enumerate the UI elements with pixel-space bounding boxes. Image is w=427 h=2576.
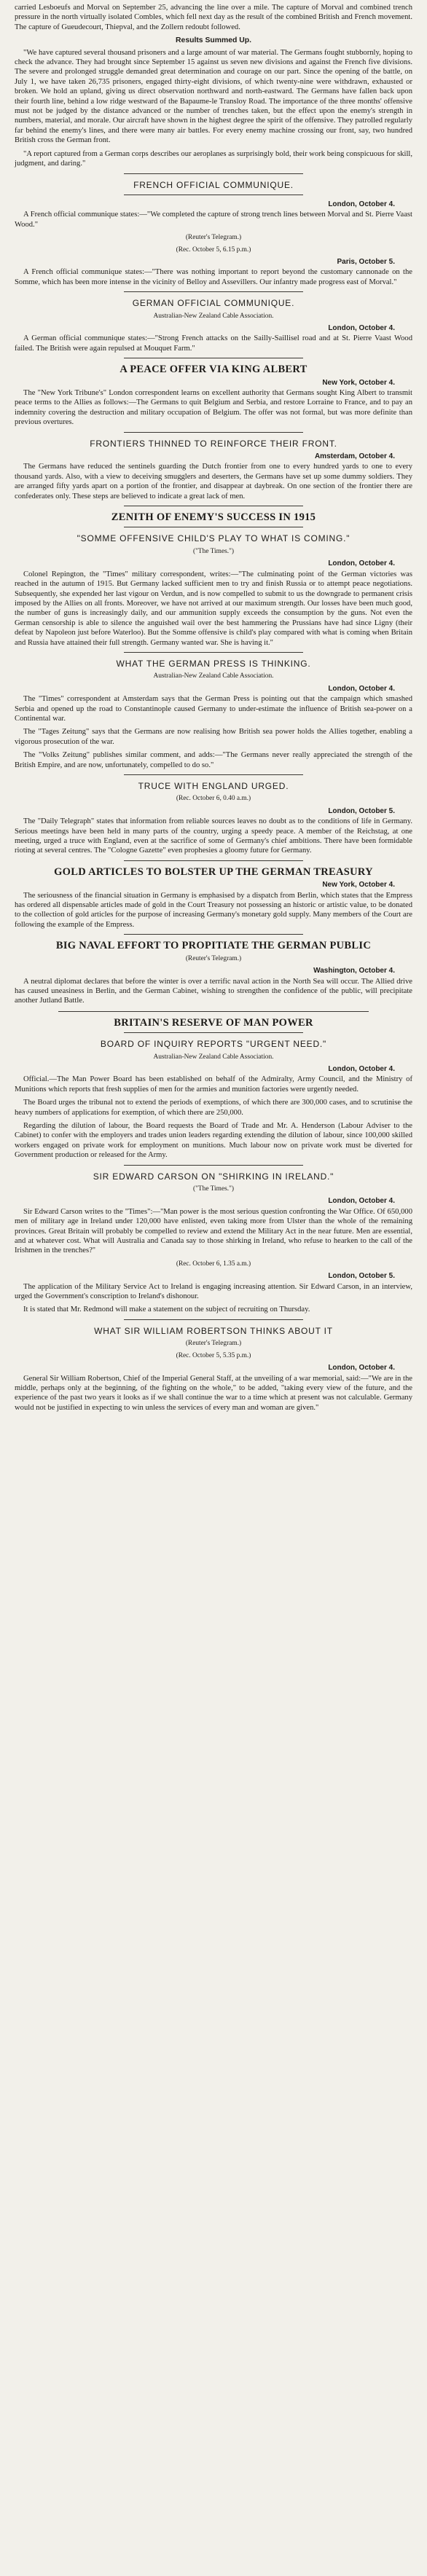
source-line: (Reuter's Telegram.) [185,1340,242,1348]
dateline: London, October 4. [328,1197,395,1206]
robertson-paragraph-1: General Sir William Robertson, Chief of the Imperial General Staff, at the unveiling of a war memorial, said:—"We are in the middle, perhaps only at the beginning, of the fighting on the whole," to be added, "taking every view of the future, and the experience of the past two years it looks as if we shall continue the war to a time which at present was not calculable. Germany would not be justified in expecting to win unless the services of every man and woman are given." [15,1374,412,1412]
frontiers-paragraph-1: The Germans have reduced the sentinels guarding the Dutch frontier from one to every hundred yards to one to every thousand yards. Also, with a view to deceiving smugglers and deserters, the Germans have set up some dummy soldiers. They are arranged fifty yards apart on a portion of the frontier, and disappear at daybreak. On one section of the frontier there are confederates only. These steps are believed to indicate a great lack of men. [15,463,412,500]
source-line: Australian-New Zealand Cable Association. [153,672,274,680]
newspaper-page [7,0,420,1413]
intro-subhead: Results Summed Up. [176,36,251,45]
dateline: Washington, October 4. [313,967,395,975]
manpower-subheading: BOARD OF INQUIRY REPORTS "URGENT NEED." [100,1039,327,1050]
frontiers-heading: FRONTIERS THINNED TO REINFORCE THEIR FRONT. [90,438,337,449]
divider [124,291,303,292]
zenith-article [15,513,412,648]
dateline: New York, October 4. [322,881,395,890]
french-paragraph-2: A French official communique states:—"There was nothing important to report beyond the customary cannonade on the Somme, which has been more intense in the vicinity of Belloy and Assevillers. Our infantry made progress east of Morval." [15,268,412,286]
manpower-paragraph-1: Official.—The Man Power Board has been established on behalf of the Admiralty, Army Council, and the Ministry of Munitions which reports that fresh supplies of men for the armies and munition factories were urgently needed. [15,1075,412,1093]
source-line: Australian-New Zealand Cable Association. [153,1053,274,1061]
intro-paragraph-2: "We have captured several thousand prisoners and a large amount of war material. The Germans fought stubbornly, hoping to check the advance. They had brought since September 15 against us seven new divisions and against the French five divisions. The severe and prolonged struggle demanded great determination and courage on our part. Since the opening of the battle, on July 1, we have taken 26,735 prisoners, engaged thirty-eight divisions, of which twenty-nine were withdrawn, exhausted or broken. We hold an upland, giving us direct observation northward and north-eastward. The Germans have fallen back upon their fourth line, behind a low ridge westward of the Bapaume-le Transloy Road. The importance of the three months' offensive must not be judged by the distance advanced or the number of trenches taken, but the effect upon the enemy's strength in numbers, material, and morale. Our aircraft have shown in the highest degree the spirit of the offensive. They patrolled regularly far behind the enemy's lines, and there were many air battles. For every enemy machine crossing our front, say, two hundred British cross the German front. [15,48,412,145]
dateline: London, October 4. [328,684,395,693]
divider [124,173,303,174]
dateline: London, October 4. [328,559,395,568]
manpower-heading: BRITAIN'S RESERVE OF MAN POWER [114,1016,313,1029]
dateline: London, October 4. [328,1064,395,1073]
divider [124,1165,303,1166]
german-article [15,299,412,353]
gold-article [15,865,412,930]
french-article [15,181,412,288]
french-paragraph-1: A French official communique states:—"We completed the capture of strong trench lines between Morval and St. Pierre Vaast Wood." [15,211,412,229]
carson-heading: SIR EDWARD CARSON ON "SHIRKING IN IRELAND." [93,1171,334,1182]
source-line: (Reuter's Telegram.) [185,234,242,242]
received-line: (Rec. October 6, 1.35 a.m.) [176,1260,251,1268]
divider [124,774,303,775]
frontiers-article [15,439,412,501]
divider [124,860,303,861]
robertson-heading: WHAT SIR WILLIAM ROBERTSON THINKS ABOUT IT [94,1325,333,1336]
peace-heading: A PEACE OFFER VIA KING ALBERT [120,364,307,376]
carson-paragraph-3: It is stated that Mr. Redmond will make a statement on the subject of recruiting on Thursday. [23,1305,310,1314]
received-line: (Rec. October 5, 6.15 p.m.) [176,246,251,254]
manpower-paragraph-3: Regarding the dilution of labour, the Board requests the Board of Trade and Mr. A. Henderson (Labour Adviser to the Cabinet) to confer with the employers and trades union leaders regarding extending the dilution of labour, since 100,000 skilled workers engaged on private work for employment on munitions. Much labour now on private work must be diverted for Government production or released for the Army. [15,1121,412,1160]
naval-heading: BIG NAVAL EFFORT TO PROPITIATE THE GERMAN PUBLIC [55,940,372,952]
carson-paragraph-2: The application of the Military Service Act to Ireland is engaging increasing attention. Sir Edward Carson, in an interview, urged the Government's conscription to Ireland's dishonour. [15,1282,412,1301]
naval-article [15,941,412,1005]
divider [124,432,303,433]
received-line: (Rec. October 6, 0.40 a.m.) [176,795,251,803]
dateline: London, October 4. [328,323,395,332]
gold-paragraph-1: The seriousness of the financial situation in Germany is emphasised by a dispatch from Berlin, which states that the Empress has ordered all dispensable articles made of gold in the Court Treasury not possessing an historic or artistic value, to be donated to the collection of gold articles for the purpose of increasing Germany's monetary gold supply. Many members of the Court are following the example of the Empress. [15,891,412,929]
naval-paragraph-1: A neutral diplomat declares that before the winter is over a terrific naval action in the North Sea will occur. The Allied drive has caused uneasiness in Berlin, and the German Cabinet, wishing to strengthen the confidence of the public, will precipitate another Jutland Battle. [15,977,412,1005]
press-paragraph-3: The "Volks Zeitung" publishes similar comment, and adds:—"The Germans never really appreciated the strength of the British Empire, and are now, unfortunately, compelled to do so." [15,751,412,769]
source-line: ("The Times.") [192,547,235,555]
intro-paragraph-3: "A report captured from a German corps describes our aeroplanes as surprisingly bold, their work being conspicuous for skill, judgment, and daring." [15,149,412,168]
source-line: ("The Times.") [192,1185,235,1193]
dateline: New York, October 4. [322,378,395,387]
robertson-article [15,1327,412,1413]
press-heading: WHAT THE GERMAN PRESS IS THINKING. [116,658,311,669]
divider [124,1032,303,1033]
divider [124,934,303,935]
dateline: London, October 5. [328,806,395,815]
dateline: London, October 4. [328,1364,395,1373]
divider [124,1319,303,1320]
press-paragraph-1: The "Times" correspondent at Amsterdam says that the German Press is pointing out that the campaign which smashed Serbia and opened up the road to Constantinople caused Germany to under-estimate the influence of British sea-power on a Continental war. [15,695,412,723]
press-article [15,659,412,770]
german-paragraph-1: A German official communique states:—"Strong French attacks on the Sailly-Saillisel road and at St. Pierre Vaast Wood failed. The British were again repulsed at Mouquet Farm." [15,334,412,353]
divider [58,1011,369,1012]
dateline: Amsterdam, October 4. [314,452,395,461]
truce-heading: TRUCE WITH ENGLAND URGED. [138,781,289,791]
source-line: (Reuter's Telegram.) [185,954,242,962]
dateline: Paris, October 5. [337,257,395,266]
truce-article [15,782,412,856]
peace-article [15,365,412,427]
carson-paragraph-1: Sir Edward Carson writes to the "Times":—"Man power is the most serious question confronting the War Office. Of 650,000 men of military age in Ireland under 120,000 have enlisted, even taking more from Ulster than the whole of the remaining provinces. Great Britain will probably be compelled to review and extend the Military Act in the near future. Men are essential, and at whatever cost. What will Australia and Canada say to those shirking in Ireland, who refuse to hearken to the call of the Irishmen in the trenches?" [15,1207,412,1255]
dateline: London, October 4. [328,200,395,208]
manpower-article [15,1018,412,1161]
zenith-paragraph-1: Colonel Repington, the "Times" military correspondent, writes:—"The culminating point of the German victories was reached in the autumn of 1915. But Germany lacked sufficient men to try and finish Russia or to attempt peace negotiations. Subsequently, she expended her last vigour on Verdun, and is now compelled to submit to us the downgrade to permanent crisis imposed by the Allies on all fronts. Moreover, we have not arrived at our maximum strength. Our losses have been much good, the number of guns is increasingly daily, and our ammunition supply exceeds the consumption by the guns. Not even the German censorship is able to silence the anguished wail over the best hammering the Prussians have had since Ligny (their defeat by Napoleon just before Waterloo). But the Somme offensive is child's play compared with what is coming when Britain and Russia have attained their full strength. Germany wanted war. She is having it." [15,570,412,647]
french-heading: FRENCH OFFICIAL COMMUNIQUE. [133,179,294,190]
press-paragraph-2: The "Tages Zeitung" says that the Germans are now realising how British sea power holds the Allies together, enabling a vigorous prosecution of the war. [15,728,412,746]
peace-paragraph-1: The "New York Tribune's" London correspondent learns on excellent authority that Germans sought King Albert to transmit peace terms to the Allies as follows:—The Germans to quit Belgium and Serbia, and restore Lorraine to France, and to pay an indemnity covering the destruction and military occupation of Belgium. The offer was not formal, but was more definite than previous overtures. [15,389,412,427]
gold-heading: GOLD ARTICLES TO BOLSTER UP THE GERMAN TREASURY [54,865,373,878]
intro-paragraph-1: carried Lesboeufs and Morval on September 25, advancing the line over a mile. The capture of Morval and combined trench pressure in the north virtually isolated Combles, which fell next day as the result of the combined British and French movement. The capture of Gueudecourt, Thiepval, and the Zollern redoubt followed. [15,4,412,31]
divider [124,652,303,653]
source-line: Australian-New Zealand Cable Association. [153,312,274,320]
zenith-heading: ZENITH OF ENEMY'S SUCCESS IN 1915 [111,511,316,524]
german-heading: GERMAN OFFICIAL COMMUNIQUE. [132,298,295,309]
intro-article [15,3,412,169]
manpower-paragraph-2: The Board urges the tribunal not to extend the periods of exemptions, of which there are 300,000 cases, and to scrutinise the heavy numbers of applications for exemption, of which there are 250,000. [15,1099,412,1117]
received-line: (Rec. October 5, 5.35 p.m.) [176,1351,251,1359]
carson-article [15,1172,412,1315]
dateline: London, October 5. [328,1272,395,1281]
zenith-subheading: "SOMME OFFENSIVE CHILD'S PLAY TO WHAT IS COMING." [77,533,350,544]
truce-paragraph-1: The "Daily Telegraph" states that information from reliable sources leaves no doubt as to the conditions of life in Germany. Serious meetings have been held in many parts of the country, urging a speedy peace. A member of the Reichstag, at one meeting, urged a truce with England, even at the sacrifice of some of Germany's chief ambitions. There have been formidable rioting at several centres. The "Cologne Gazette" even prophesies a gloomy future for Germany. [15,817,412,855]
